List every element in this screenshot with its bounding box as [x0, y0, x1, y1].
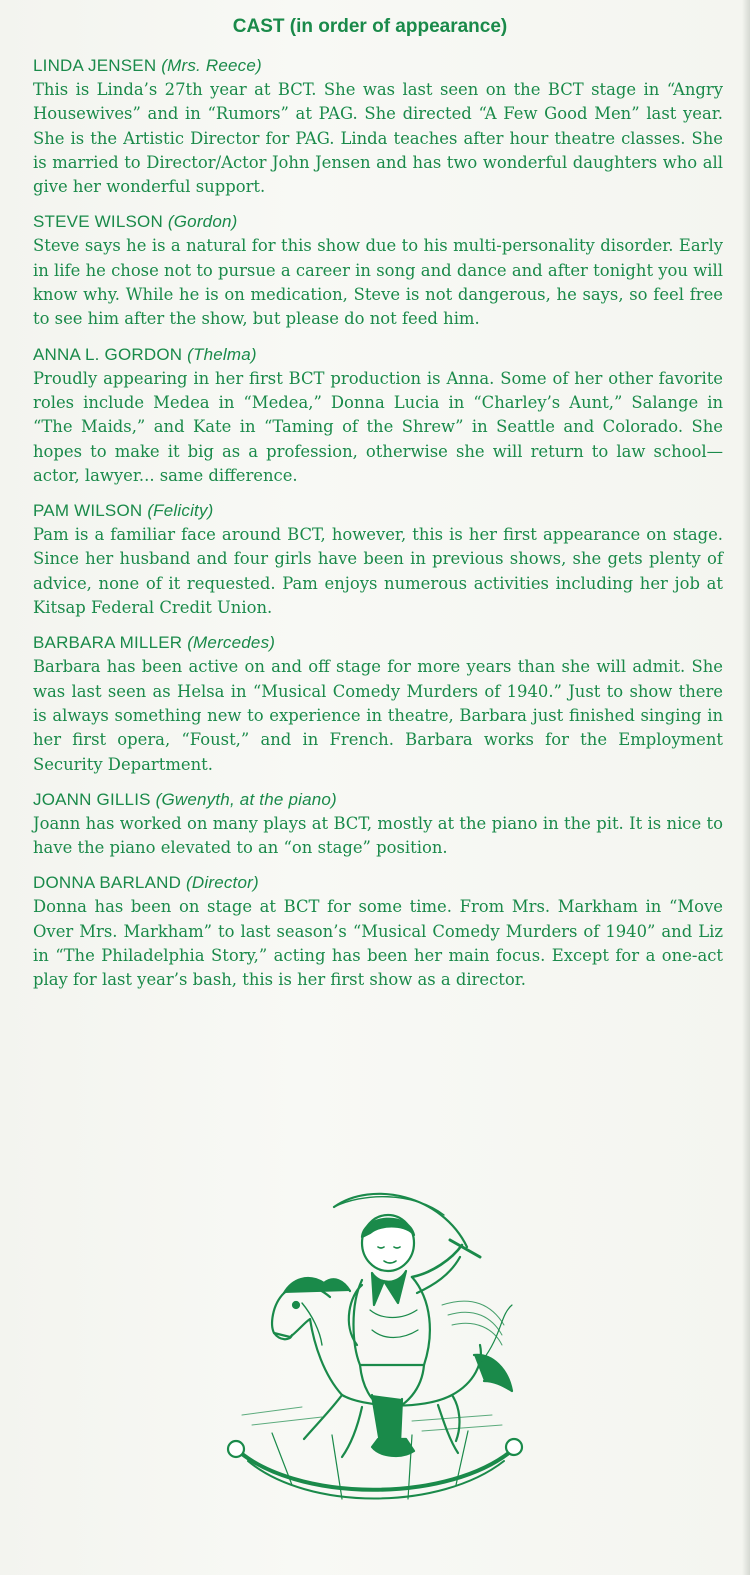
cast-entry-header [33, 871, 723, 895]
cast-member-name: BARBARA MILLER [33, 633, 183, 653]
cast-member-name: DONNA BARLAND [33, 873, 182, 893]
cast-member-bio: Donna has been on stage at BCT for some time. From Mrs. Markham in “Move Over Mrs. Markham” to last season’s “Musical Comedy Murders of 1940” and Liz in “The Philadelphia Story,” acting has been her main focus. Except for a one-act play for last year’s bash, this is her first show as a director. [33, 897, 723, 990]
cast-entry-header [33, 499, 723, 523]
cast-member-name: PAM WILSON [33, 501, 143, 521]
cast-entry [33, 631, 723, 776]
cast-entry-header [33, 343, 723, 367]
boy-on-rocking-horse-icon [212, 1185, 532, 1535]
cast-member-bio: This is Linda’s 27th year at BCT. She was last seen on the BCT stage in “Angry Housewives” and in “Rumors” at PAG. She directed “A Few Good Men” last year. She is the Artistic Director for PAG. Linda teaches after hour theatre classes. She is married to Director/Actor John Jensen and has two wonderful daughters who all give her wonderful support. [33, 80, 723, 197]
page-edge-shadow [742, 0, 750, 1575]
cast-member-bio: Pam is a familiar face around BCT, however, this is her first appearance on stage. Since her husband and four girls have been in previous shows, she gets plenty of advice, none of it requested. Pam enjoys numerous activities including her job at Kitsap Federal Credit Union. [33, 525, 723, 618]
cast-entry [33, 499, 723, 620]
cast-entry [33, 210, 723, 331]
cast-member-bio: Proudly appearing in her first BCT production is Anna. Some of her other favorite roles include Medea in “Medea,” Donna Lucia in “Charley’s Aunt,” Salange in “The Maids,” and Kate in “Taming of the Shrew” in Seattle and Colorado. She hopes to make it big as a profession, otherwise she will return to law school—actor, lawyer... same difference. [33, 368, 723, 485]
cast-member-bio: Barbara has been active on and off stage for more years than she will admit. She was last seen as Helsa in “Musical Comedy Murders of 1940.” Just to show there is always something new to experience in theatre, Barbara just finished singing in her first opera, “Foust,” and in French. Barbara works for the Employment Security Department. [33, 657, 723, 774]
cast-entry [33, 788, 723, 861]
cast-member-role: (Felicity) [147, 501, 214, 521]
cast-member-role: (Mrs. Reece) [161, 56, 262, 75]
cast-entry-header [33, 54, 723, 78]
cast-member-name: STEVE WILSON [33, 212, 163, 232]
cast-member-bio: Joann has worked on many plays at BCT, mostly at the piano in the pit. It is nice to have the piano elevated to an “on stage” position. [33, 813, 723, 858]
cast-member-role: (Gordon) [167, 212, 238, 232]
cast-entry [33, 54, 723, 199]
cast-member-role: (Thelma) [187, 344, 257, 364]
cast-entry-header [33, 788, 723, 812]
cast-member-name: ANNA L. GORDON [33, 344, 183, 364]
cast-entry [33, 871, 723, 992]
cast-list [33, 54, 723, 1004]
cast-member-role: (Gwenyth, at the piano) [155, 789, 337, 809]
cast-member-name: LINDA JENSEN [33, 56, 157, 75]
cast-heading: CAST (in order of appearance) [232, 16, 508, 37]
cast-member-role: (Mercedes) [187, 633, 276, 653]
cast-member-name: JOANN GILLIS [33, 789, 151, 809]
cast-entry [33, 343, 723, 488]
cast-entry-header [33, 210, 723, 234]
cast-member-bio: Steve says he is a natural for this show due to his multi-personality disorder. Early in life he chose not to pursue a career in song and dance and after tonight you will know why. While he is on medication, Steve is not dangerous, he says, so feel free to see him after the show, but please do not feed him. [33, 236, 723, 329]
cast-member-role: (Director) [186, 873, 259, 893]
cast-entry-header [33, 631, 723, 655]
